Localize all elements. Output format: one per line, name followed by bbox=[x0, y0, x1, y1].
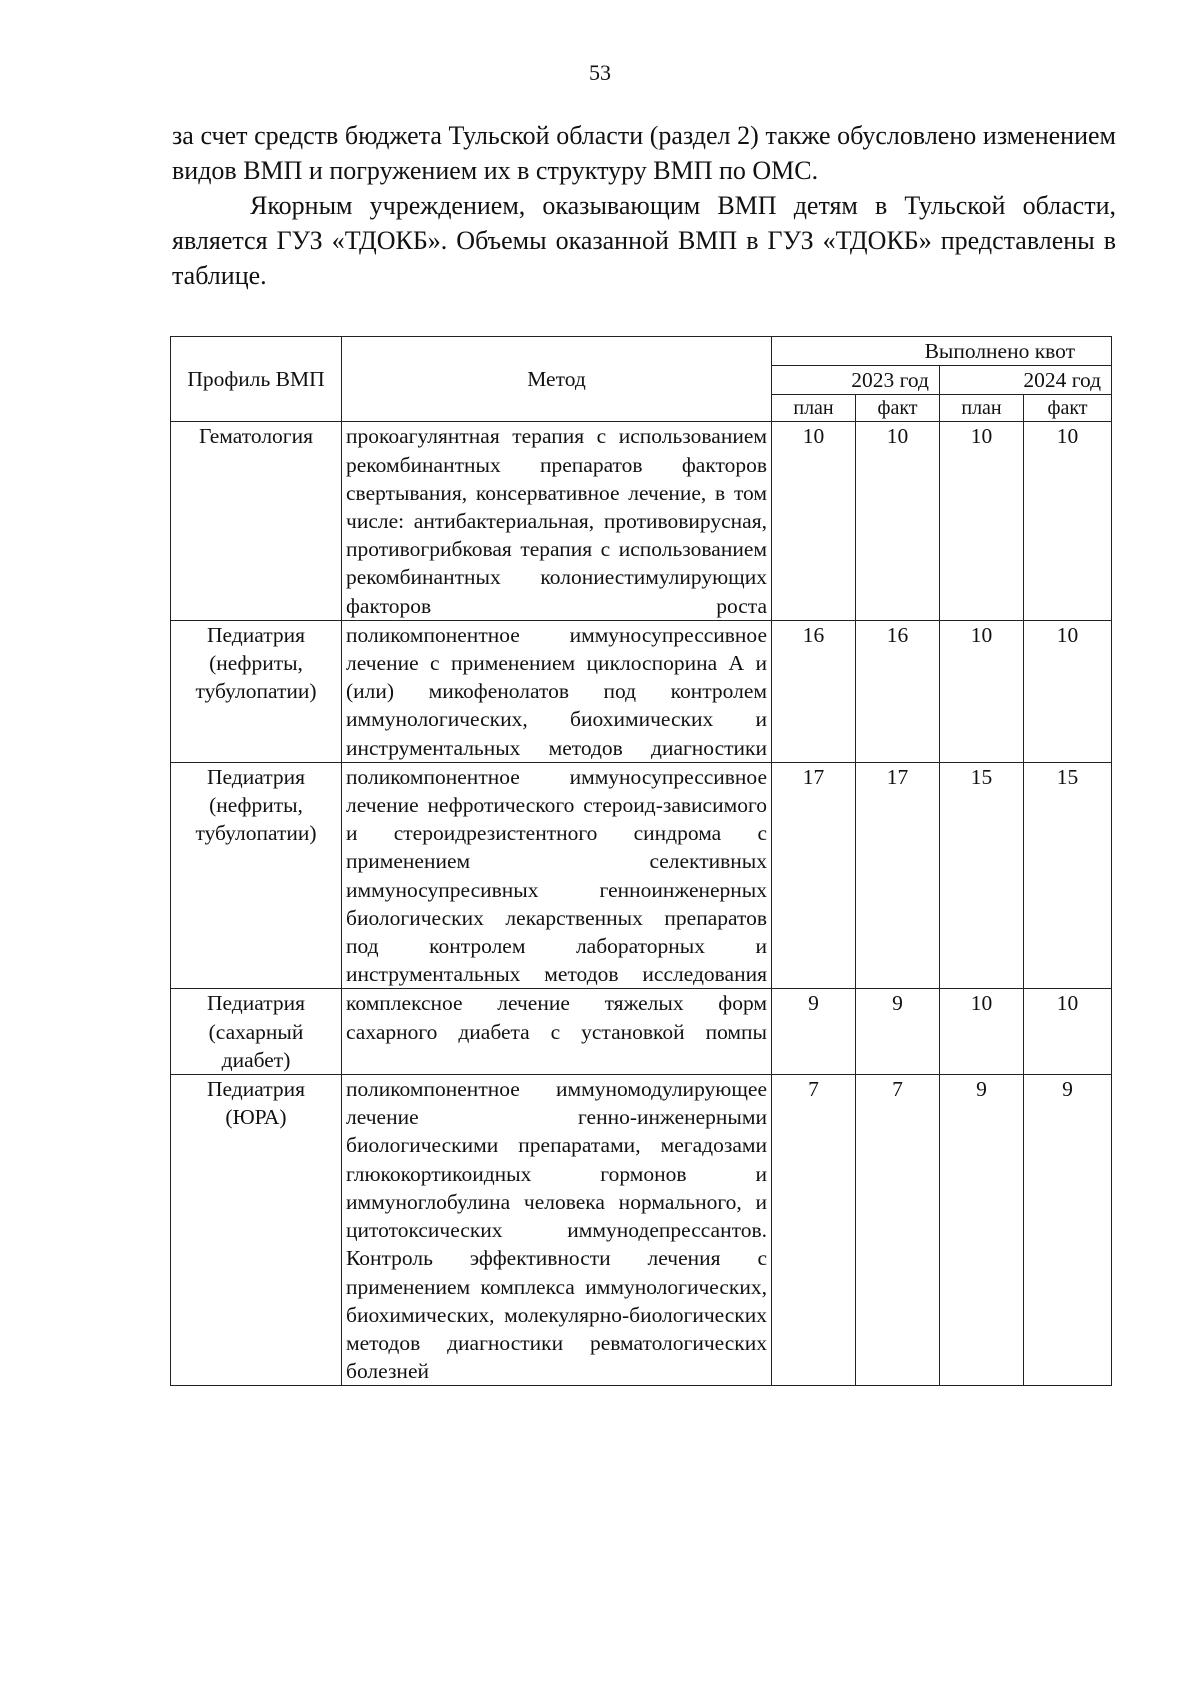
plan-2023-cell: 9 bbox=[772, 989, 856, 1075]
fact-2023-cell: 17 bbox=[856, 762, 940, 989]
fact-2024-cell: 10 bbox=[1024, 422, 1112, 620]
intro-text bbox=[172, 118, 1116, 293]
header-method: Метод bbox=[342, 337, 772, 422]
page-number: 53 bbox=[589, 60, 611, 85]
table-row bbox=[171, 422, 1112, 620]
fact-2023-cell: 9 bbox=[856, 989, 940, 1075]
method-cell: комплексное лечение тяжелых форм сахарного диабета с установкой помпы bbox=[342, 989, 772, 1075]
plan-2023-cell: 7 bbox=[772, 1075, 856, 1386]
profile-cell: Педиатрия (нефриты, тубулопатии) bbox=[171, 762, 342, 989]
fact-2024-cell: 10 bbox=[1024, 989, 1112, 1075]
header-fact-2024: факт bbox=[1024, 395, 1112, 422]
method-cell: прокоагулянтная терапия с использованием рекомбинантных препаратов факторов свертывания, консервативное лечение, в том числе: антибактериальная, противовирусная, противогрибковая терапия с использованием рекомбинантных колониестимулирующих факторов роста bbox=[342, 422, 772, 620]
method-cell: поликомпонентное иммуносупрессивное лечение нефротического стероид-зависимого и стероидрезистентного синдрома с применением селективных иммуносупресивных генноинженерных биологических лекарственных препаратов под контролем лабораторных и инструментальных методов исследования bbox=[342, 762, 772, 989]
table-row bbox=[171, 620, 1112, 762]
header-year-2024: 2024 год bbox=[940, 366, 1112, 395]
plan-2023-cell: 10 bbox=[772, 422, 856, 620]
header-profile: Профиль ВМП bbox=[171, 337, 342, 422]
table-row bbox=[171, 1075, 1112, 1386]
plan-2023-cell: 17 bbox=[772, 762, 856, 989]
header-quotas: Выполнено квот bbox=[772, 337, 1112, 366]
header-plan-2024: план bbox=[940, 395, 1024, 422]
fact-2024-cell: 10 bbox=[1024, 620, 1112, 762]
header-plan-2023: план bbox=[772, 395, 856, 422]
plan-2024-cell: 10 bbox=[940, 989, 1024, 1075]
method-cell: поликомпонентное иммуномодулирующее лечение генно-инженерными биологическими препаратами, мегадозами глюкокортикоидных гормонов и иммуноглобулина человека нормального, и цитотоксических иммунодепрессантов. Контроль эффективности лечения с применением комплекса иммунологических, биохимических, молекулярно-биологических методов диагностики ревматологических болезней bbox=[342, 1075, 772, 1386]
fact-2024-cell: 15 bbox=[1024, 762, 1112, 989]
table-row bbox=[171, 989, 1112, 1075]
profile-cell: Гематология bbox=[171, 422, 342, 620]
plan-2024-cell: 15 bbox=[940, 762, 1024, 989]
profile-cell: Педиатрия (нефриты, тубулопатии) bbox=[171, 620, 342, 762]
plan-2024-cell: 10 bbox=[940, 620, 1024, 762]
vmp-table bbox=[170, 336, 1112, 1386]
profile-cell: Педиатрия (сахарный диабет) bbox=[171, 989, 342, 1075]
fact-2024-cell: 9 bbox=[1024, 1075, 1112, 1386]
table-row bbox=[171, 762, 1112, 989]
method-cell: поликомпонентное иммуносупрессивное лечение с применением циклоспорина А и (или) микофенолатов под контролем иммунологических, биохимических и инструментальных методов диагностики bbox=[342, 620, 772, 762]
header-fact-2023: факт bbox=[856, 395, 940, 422]
fact-2023-cell: 7 bbox=[856, 1075, 940, 1386]
profile-cell: Педиатрия (ЮРА) bbox=[171, 1075, 342, 1386]
paragraph: за счет средств бюджета Тульской области (раздел 2) также обусловлено изменением видов ВМП и погружением их в структуру ВМП по ОМС. bbox=[172, 121, 1116, 185]
plan-2024-cell: 10 bbox=[940, 422, 1024, 620]
header-year-2023: 2023 год bbox=[772, 366, 940, 395]
plan-2024-cell: 9 bbox=[940, 1075, 1024, 1386]
plan-2023-cell: 16 bbox=[772, 620, 856, 762]
paragraph: Якорным учреждением, оказывающим ВМП детям в Тульской области, является ГУЗ «ТДОКБ». Объемы оказанной ВМП в ГУЗ «ТДОКБ» представлены в таблице. bbox=[172, 191, 1116, 290]
fact-2023-cell: 16 bbox=[856, 620, 940, 762]
fact-2023-cell: 10 bbox=[856, 422, 940, 620]
